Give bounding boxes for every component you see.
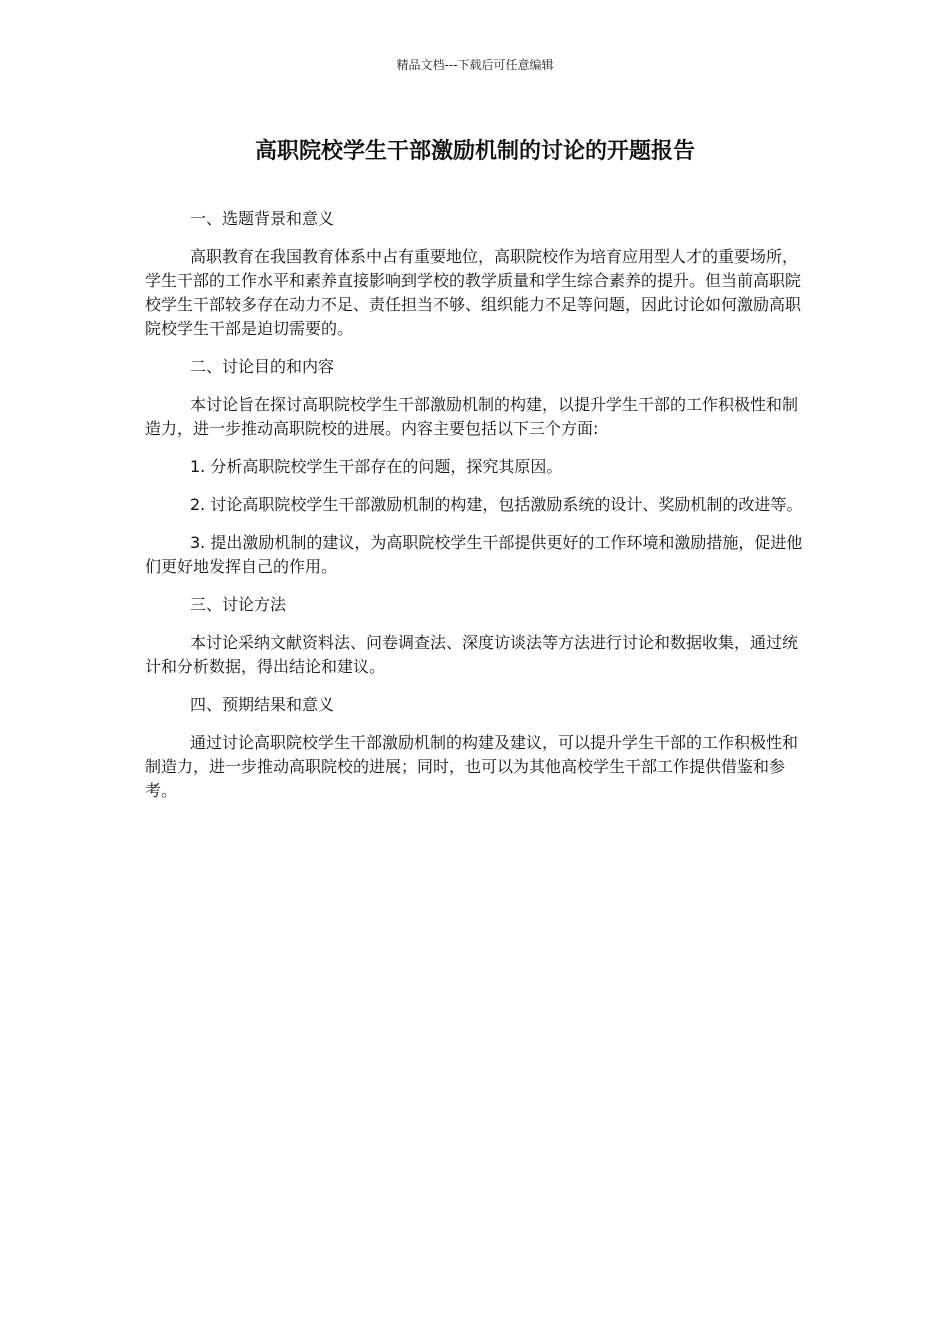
section-heading-results: 四、预期结果和意义 (190, 695, 335, 714)
paragraph-purpose-item-3: 3. 提出激励机制的建议，为高职院校学生干部提供更好的工作环境和激励措施，促进他们更好地发挥自己的作用。 (145, 533, 803, 576)
section-heading-purpose: 二、讨论目的和内容 (190, 357, 335, 376)
paragraph-purpose-item-1: 1. 分析高职院校学生干部存在的问题，探究其原因。 (190, 457, 563, 476)
document-title: 高职院校学生干部激励机制的讨论的开题报告 (254, 139, 695, 164)
header-note: 精品文档---下载后可任意编辑 (396, 58, 554, 72)
paragraph-background: 高职教育在我国教育体系中占有重要地位，高职院校作为培育应用型人才的重要场所，学生干部的工作水平和素养直接影响到学校的教学质量和学生综合素养的提升。但当前高职院校学生干部较多存在动力不足、责任担当不够、组织能力不足等问题，因此讨论如何激励高职院校学生干部是迫切需要的。 (145, 247, 802, 338)
paragraph-results: 通过讨论高职院校学生干部激励机制的构建及建议，可以提升学生干部的工作积极性和制造力，进一步推动高职院校的进展；同时，也可以为其他高校学生干部工作提供借鉴和参考。 (145, 733, 799, 800)
document-body (145, 207, 807, 817)
paragraph-method: 本讨论采纳文献资料法、问卷调查法、深度访谈法等方法进行讨论和数据收集，通过统计和分析数据，得出结论和建议。 (145, 633, 799, 676)
paragraph-purpose-intro: 本讨论旨在探讨高职院校学生干部激励机制的构建，以提升学生干部的工作积极性和制造力，进一步推动高职院校的进展。内容主要包括以下三个方面: (145, 395, 799, 438)
section-heading-background: 一、选题背景和意义 (190, 209, 335, 228)
paragraph-purpose-item-2: 2. 讨论高职院校学生干部激励机制的构建，包括激励系统的设计、奖励机制的改进等。 (190, 495, 803, 514)
section-heading-method: 三、讨论方法 (190, 595, 287, 614)
